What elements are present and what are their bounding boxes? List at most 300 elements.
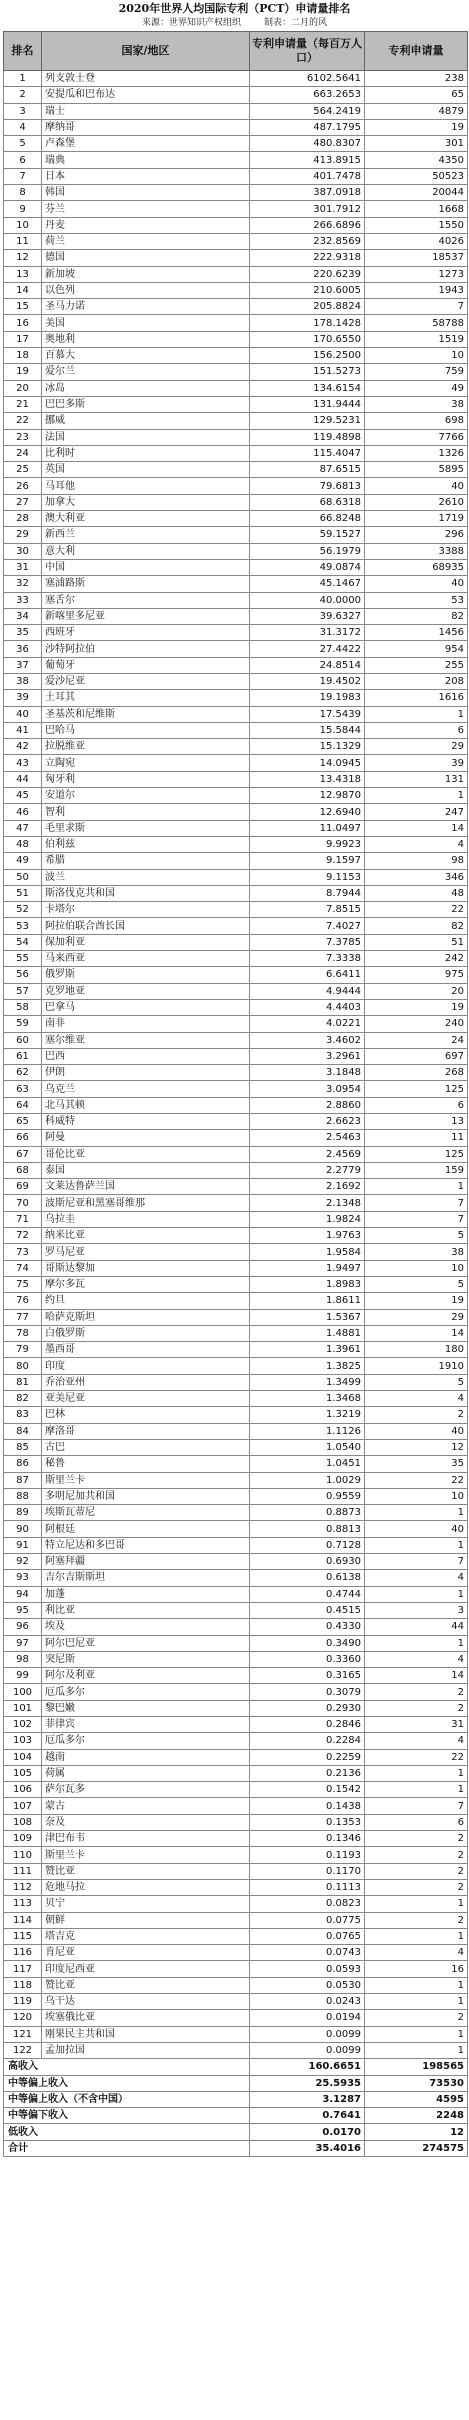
count-cell: 40 bbox=[365, 576, 468, 592]
per-capita-cell: 0.9559 bbox=[250, 1488, 365, 1504]
per-capita-cell: 0.0743 bbox=[250, 1945, 365, 1961]
per-capita-cell: 0.3165 bbox=[250, 1668, 365, 1684]
table-row bbox=[4, 1195, 468, 1211]
per-capita-cell: 131.9444 bbox=[250, 396, 365, 412]
country-cell: 特立尼达和多巴哥 bbox=[42, 1537, 250, 1553]
table-row bbox=[4, 543, 468, 559]
rank-cell: 90 bbox=[4, 1521, 42, 1537]
table-row bbox=[4, 217, 468, 233]
table-row bbox=[4, 429, 468, 445]
per-capita-cell: 413.8915 bbox=[250, 152, 365, 168]
count-cell: 14 bbox=[365, 820, 468, 836]
per-capita-cell: 66.8248 bbox=[250, 511, 365, 527]
count-cell: 4350 bbox=[365, 152, 468, 168]
table-row bbox=[4, 1912, 468, 1928]
count-cell: 1 bbox=[365, 1505, 468, 1521]
per-capita-cell: 1.8611 bbox=[250, 1293, 365, 1309]
rank-cell: 17 bbox=[4, 331, 42, 347]
country-cell: 阿曼 bbox=[42, 1130, 250, 1146]
country-cell: 阿塞拜疆 bbox=[42, 1554, 250, 1570]
per-capita-cell: 387.0918 bbox=[250, 185, 365, 201]
per-capita-cell: 6102.5641 bbox=[250, 71, 365, 87]
count-cell: 40 bbox=[365, 1521, 468, 1537]
rank-cell: 81 bbox=[4, 1374, 42, 1390]
table-row bbox=[4, 331, 468, 347]
per-capita-cell: 0.4330 bbox=[250, 1619, 365, 1635]
rank-cell: 48 bbox=[4, 836, 42, 852]
rank-cell: 57 bbox=[4, 983, 42, 999]
count-cell: 7 bbox=[365, 1554, 468, 1570]
per-capita-cell: 0.2284 bbox=[250, 1733, 365, 1749]
rank-cell: 13 bbox=[4, 266, 42, 282]
table-row bbox=[4, 396, 468, 412]
count-cell: 19 bbox=[365, 999, 468, 1015]
rank-cell: 105 bbox=[4, 1765, 42, 1781]
per-capita-cell: 2.4569 bbox=[250, 1146, 365, 1162]
count-cell: 2 bbox=[365, 1700, 468, 1716]
table-row bbox=[4, 592, 468, 608]
rank-cell: 69 bbox=[4, 1179, 42, 1195]
rank-cell: 46 bbox=[4, 804, 42, 820]
country-cell: 巴巴多斯 bbox=[42, 396, 250, 412]
author-note: 制表：二月的风 bbox=[263, 18, 327, 28]
rank-cell: 67 bbox=[4, 1146, 42, 1162]
count-cell: 53 bbox=[365, 592, 468, 608]
per-capita-cell: 12.9870 bbox=[250, 788, 365, 804]
country-cell: 利比亚 bbox=[42, 1602, 250, 1618]
per-capita-cell: 0.0194 bbox=[250, 2010, 365, 2026]
count-cell: 38 bbox=[365, 396, 468, 412]
count-cell: 4 bbox=[365, 1733, 468, 1749]
table-row bbox=[4, 462, 468, 478]
country-cell: 奥地利 bbox=[42, 331, 250, 347]
country-cell: 印度尼西亚 bbox=[42, 1961, 250, 1977]
country-cell: 哥伦比亚 bbox=[42, 1146, 250, 1162]
per-capita-cell: 14.0945 bbox=[250, 755, 365, 771]
country-cell: 墨西哥 bbox=[42, 1342, 250, 1358]
rank-cell: 61 bbox=[4, 1048, 42, 1064]
rank-cell: 85 bbox=[4, 1439, 42, 1455]
rank-cell: 109 bbox=[4, 1831, 42, 1847]
rank-cell: 26 bbox=[4, 478, 42, 494]
per-capita-cell: 87.6515 bbox=[250, 462, 365, 478]
table-row bbox=[4, 576, 468, 592]
count-cell: 1 bbox=[365, 1977, 468, 1993]
per-capita-cell: 2.1348 bbox=[250, 1195, 365, 1211]
rank-cell: 119 bbox=[4, 1994, 42, 2010]
table-row bbox=[4, 315, 468, 331]
per-capita-cell: 7.3785 bbox=[250, 934, 365, 950]
rank-cell: 55 bbox=[4, 951, 42, 967]
country-cell: 厄瓜多尔 bbox=[42, 1684, 250, 1700]
table-row bbox=[4, 918, 468, 934]
count-cell: 29 bbox=[365, 1309, 468, 1325]
country-cell: 新喀里多尼亚 bbox=[42, 608, 250, 624]
count-cell: 1273 bbox=[365, 266, 468, 282]
per-capita-cell: 115.4047 bbox=[250, 445, 365, 461]
table-row bbox=[4, 1114, 468, 1130]
table-row bbox=[4, 1048, 468, 1064]
count-cell: 242 bbox=[365, 951, 468, 967]
table-row bbox=[4, 1309, 468, 1325]
per-capita-cell: 170.6550 bbox=[250, 331, 365, 347]
table-row bbox=[4, 1521, 468, 1537]
count-cell: 1 bbox=[365, 1994, 468, 2010]
rank-cell: 18 bbox=[4, 348, 42, 364]
country-cell: 沙特阿拉伯 bbox=[42, 641, 250, 657]
count-cell: 2 bbox=[365, 1879, 468, 1895]
rank-cell: 79 bbox=[4, 1342, 42, 1358]
rank-cell: 41 bbox=[4, 722, 42, 738]
country-cell: 荷属 bbox=[42, 1765, 250, 1781]
header-rank: 排名 bbox=[4, 32, 42, 71]
per-capita-cell: 1.1126 bbox=[250, 1423, 365, 1439]
count-cell: 22 bbox=[365, 902, 468, 918]
count-cell: 296 bbox=[365, 527, 468, 543]
count-cell: 19 bbox=[365, 119, 468, 135]
country-cell: 加蓬 bbox=[42, 1586, 250, 1602]
country-cell: 以色列 bbox=[42, 282, 250, 298]
rank-cell: 72 bbox=[4, 1228, 42, 1244]
count-cell: 1 bbox=[365, 1782, 468, 1798]
table-row bbox=[4, 1896, 468, 1912]
per-capita-cell: 0.0243 bbox=[250, 1994, 365, 2010]
table-row bbox=[4, 608, 468, 624]
count-cell: 10 bbox=[365, 348, 468, 364]
country-cell: 约旦 bbox=[42, 1293, 250, 1309]
table-row bbox=[4, 1994, 468, 2010]
country-cell: 巴拿马 bbox=[42, 999, 250, 1015]
table-row bbox=[4, 1700, 468, 1716]
table-row bbox=[4, 1749, 468, 1765]
table-row bbox=[4, 1211, 468, 1227]
per-capita-cell: 9.1597 bbox=[250, 853, 365, 869]
count-cell: 2 bbox=[365, 1863, 468, 1879]
table-row bbox=[4, 1961, 468, 1977]
country-cell: 列支敦士登 bbox=[42, 71, 250, 87]
table-row bbox=[4, 1407, 468, 1423]
country-cell: 亚美尼亚 bbox=[42, 1391, 250, 1407]
rank-cell: 86 bbox=[4, 1456, 42, 1472]
rank-cell: 95 bbox=[4, 1602, 42, 1618]
per-capita-cell: 2.2779 bbox=[250, 1162, 365, 1178]
summary-label: 低收入 bbox=[4, 2124, 250, 2140]
per-capita-cell: 9.1153 bbox=[250, 869, 365, 885]
count-cell: 38 bbox=[365, 1244, 468, 1260]
per-capita-cell: 1.3961 bbox=[250, 1342, 365, 1358]
table-row bbox=[4, 1977, 468, 1993]
per-capita-cell: 0.4515 bbox=[250, 1602, 365, 1618]
country-cell: 波斯尼亚和黑塞哥维那 bbox=[42, 1195, 250, 1211]
count-cell: 2 bbox=[365, 1847, 468, 1863]
country-cell: 突尼斯 bbox=[42, 1651, 250, 1667]
count-cell: 1 bbox=[365, 1635, 468, 1651]
count-cell: 159 bbox=[365, 1162, 468, 1178]
table-row bbox=[4, 755, 468, 771]
country-cell: 匈牙利 bbox=[42, 771, 250, 787]
per-capita-cell: 1.4881 bbox=[250, 1325, 365, 1341]
table-row bbox=[4, 1798, 468, 1814]
per-capita-cell: 2.8860 bbox=[250, 1097, 365, 1113]
per-capita-cell: 17.5439 bbox=[250, 706, 365, 722]
count-cell: 1456 bbox=[365, 625, 468, 641]
country-cell: 西班牙 bbox=[42, 625, 250, 641]
count-cell: 4879 bbox=[365, 103, 468, 119]
count-cell: 240 bbox=[365, 1016, 468, 1032]
per-capita-cell: 19.4502 bbox=[250, 673, 365, 689]
per-capita-cell: 0.2846 bbox=[250, 1716, 365, 1732]
country-cell: 津巴布韦 bbox=[42, 1831, 250, 1847]
country-cell: 乌拉圭 bbox=[42, 1211, 250, 1227]
per-capita-cell: 56.1979 bbox=[250, 543, 365, 559]
country-cell: 越南 bbox=[42, 1749, 250, 1765]
table-row bbox=[4, 1928, 468, 1944]
count-cell: 3388 bbox=[365, 543, 468, 559]
per-capita-cell: 205.8824 bbox=[250, 299, 365, 315]
per-capita-cell: 27.4422 bbox=[250, 641, 365, 657]
table-row bbox=[4, 739, 468, 755]
rank-cell: 76 bbox=[4, 1293, 42, 1309]
per-capita-cell: 4.9444 bbox=[250, 983, 365, 999]
count-cell: 7 bbox=[365, 1798, 468, 1814]
rank-cell: 80 bbox=[4, 1358, 42, 1374]
count-cell: 698 bbox=[365, 413, 468, 429]
country-cell: 肯尼亚 bbox=[42, 1945, 250, 1961]
summary-count: 198565 bbox=[365, 2059, 468, 2075]
table-header bbox=[4, 32, 468, 71]
table-row bbox=[4, 771, 468, 787]
table-row bbox=[4, 1293, 468, 1309]
table-row bbox=[4, 820, 468, 836]
country-cell: 危地马拉 bbox=[42, 1879, 250, 1895]
count-cell: 12 bbox=[365, 1439, 468, 1455]
country-cell: 埃斯瓦蒂尼 bbox=[42, 1505, 250, 1521]
per-capita-cell: 40.0000 bbox=[250, 592, 365, 608]
count-cell: 5895 bbox=[365, 462, 468, 478]
rank-cell: 62 bbox=[4, 1065, 42, 1081]
per-capita-cell: 0.2136 bbox=[250, 1765, 365, 1781]
country-cell: 圣基茨和尼维斯 bbox=[42, 706, 250, 722]
table-row bbox=[4, 1081, 468, 1097]
count-cell: 22 bbox=[365, 1749, 468, 1765]
per-capita-cell: 134.6154 bbox=[250, 380, 365, 396]
rank-cell: 98 bbox=[4, 1651, 42, 1667]
count-cell: 2 bbox=[365, 1407, 468, 1423]
table-row bbox=[4, 1716, 468, 1732]
per-capita-cell: 0.1542 bbox=[250, 1782, 365, 1798]
rank-cell: 28 bbox=[4, 511, 42, 527]
table-row bbox=[4, 1831, 468, 1847]
per-capita-cell: 31.3172 bbox=[250, 625, 365, 641]
table-row bbox=[4, 1879, 468, 1895]
table-row bbox=[4, 1179, 468, 1195]
per-capita-cell: 0.3360 bbox=[250, 1651, 365, 1667]
table-row bbox=[4, 788, 468, 804]
rank-cell: 40 bbox=[4, 706, 42, 722]
count-cell: 18537 bbox=[365, 250, 468, 266]
per-capita-cell: 3.1848 bbox=[250, 1065, 365, 1081]
rank-cell: 20 bbox=[4, 380, 42, 396]
per-capita-cell: 4.0221 bbox=[250, 1016, 365, 1032]
country-cell: 阿尔及利亚 bbox=[42, 1668, 250, 1684]
rank-cell: 30 bbox=[4, 543, 42, 559]
per-capita-cell: 266.6896 bbox=[250, 217, 365, 233]
rank-cell: 37 bbox=[4, 657, 42, 673]
count-cell: 1719 bbox=[365, 511, 468, 527]
rank-cell: 111 bbox=[4, 1863, 42, 1879]
summary-row bbox=[4, 2091, 468, 2107]
per-capita-cell: 0.0099 bbox=[250, 2026, 365, 2042]
table-row bbox=[4, 1260, 468, 1276]
table-row bbox=[4, 380, 468, 396]
count-cell: 51 bbox=[365, 934, 468, 950]
country-cell: 印度 bbox=[42, 1358, 250, 1374]
country-cell: 希腊 bbox=[42, 853, 250, 869]
per-capita-cell: 0.1353 bbox=[250, 1814, 365, 1830]
count-cell: 11 bbox=[365, 1130, 468, 1146]
summary-count: 2248 bbox=[365, 2108, 468, 2124]
count-cell: 1 bbox=[365, 1179, 468, 1195]
rank-cell: 100 bbox=[4, 1684, 42, 1700]
per-capita-cell: 0.7128 bbox=[250, 1537, 365, 1553]
country-cell: 蒙古 bbox=[42, 1798, 250, 1814]
count-cell: 20 bbox=[365, 983, 468, 999]
rank-cell: 93 bbox=[4, 1570, 42, 1586]
summary-per-capita: 25.5935 bbox=[250, 2075, 365, 2091]
per-capita-cell: 7.3338 bbox=[250, 951, 365, 967]
table-row bbox=[4, 1276, 468, 1292]
country-cell: 新加坡 bbox=[42, 266, 250, 282]
per-capita-cell: 232.8569 bbox=[250, 233, 365, 249]
country-cell: 贝宁 bbox=[42, 1896, 250, 1912]
country-cell: 波兰 bbox=[42, 869, 250, 885]
per-capita-cell: 2.5463 bbox=[250, 1130, 365, 1146]
count-cell: 301 bbox=[365, 136, 468, 152]
per-capita-cell: 0.0775 bbox=[250, 1912, 365, 1928]
summary-label: 中等偏上收入 bbox=[4, 2075, 250, 2091]
rank-cell: 87 bbox=[4, 1472, 42, 1488]
table-row bbox=[4, 2026, 468, 2042]
table-row bbox=[4, 1570, 468, 1586]
rank-cell: 49 bbox=[4, 853, 42, 869]
country-cell: 挪威 bbox=[42, 413, 250, 429]
count-cell: 98 bbox=[365, 853, 468, 869]
rank-cell: 6 bbox=[4, 152, 42, 168]
per-capita-cell: 210.6005 bbox=[250, 282, 365, 298]
per-capita-cell: 3.2961 bbox=[250, 1048, 365, 1064]
country-cell: 毛里求斯 bbox=[42, 820, 250, 836]
per-capita-cell: 222.9318 bbox=[250, 250, 365, 266]
count-cell: 3 bbox=[365, 1602, 468, 1618]
country-cell: 百慕大 bbox=[42, 348, 250, 364]
count-cell: 48 bbox=[365, 885, 468, 901]
count-cell: 4 bbox=[365, 1570, 468, 1586]
country-cell: 新西兰 bbox=[42, 527, 250, 543]
country-cell: 保加利亚 bbox=[42, 934, 250, 950]
per-capita-cell: 0.0593 bbox=[250, 1961, 365, 1977]
rank-cell: 114 bbox=[4, 1912, 42, 1928]
per-capita-cell: 2.6623 bbox=[250, 1114, 365, 1130]
country-cell: 卡塔尔 bbox=[42, 902, 250, 918]
count-cell: 40 bbox=[365, 478, 468, 494]
table-row bbox=[4, 983, 468, 999]
count-cell: 14 bbox=[365, 1325, 468, 1341]
summary-label: 合计 bbox=[4, 2140, 250, 2156]
country-cell: 斯里兰卡 bbox=[42, 1847, 250, 1863]
summary-per-capita: 0.7641 bbox=[250, 2108, 365, 2124]
country-cell: 加拿大 bbox=[42, 494, 250, 510]
table-row bbox=[4, 1602, 468, 1618]
table-row bbox=[4, 885, 468, 901]
rank-cell: 7 bbox=[4, 168, 42, 184]
per-capita-cell: 0.2259 bbox=[250, 1749, 365, 1765]
count-cell: 35 bbox=[365, 1456, 468, 1472]
rank-cell: 74 bbox=[4, 1260, 42, 1276]
count-cell: 24 bbox=[365, 1032, 468, 1048]
rank-cell: 84 bbox=[4, 1423, 42, 1439]
rank-cell: 11 bbox=[4, 233, 42, 249]
rank-cell: 65 bbox=[4, 1114, 42, 1130]
per-capita-cell: 3.4602 bbox=[250, 1032, 365, 1048]
table-row bbox=[4, 1065, 468, 1081]
rank-cell: 51 bbox=[4, 885, 42, 901]
country-cell: 意大利 bbox=[42, 543, 250, 559]
rank-cell: 117 bbox=[4, 1961, 42, 1977]
table-row bbox=[4, 1945, 468, 1961]
rank-cell: 82 bbox=[4, 1391, 42, 1407]
table-row bbox=[4, 1619, 468, 1635]
table-row bbox=[4, 1130, 468, 1146]
country-cell: 古巴 bbox=[42, 1439, 250, 1455]
country-cell: 安道尔 bbox=[42, 788, 250, 804]
summary-per-capita: 3.1287 bbox=[250, 2091, 365, 2107]
per-capita-cell: 0.2930 bbox=[250, 1700, 365, 1716]
country-cell: 丹麦 bbox=[42, 217, 250, 233]
per-capita-cell: 0.6930 bbox=[250, 1554, 365, 1570]
country-cell: 科威特 bbox=[42, 1114, 250, 1130]
table-row bbox=[4, 641, 468, 657]
count-cell: 697 bbox=[365, 1048, 468, 1064]
country-cell: 朝鲜 bbox=[42, 1912, 250, 1928]
per-capita-cell: 151.5273 bbox=[250, 364, 365, 380]
count-cell: 1943 bbox=[365, 282, 468, 298]
table-row bbox=[4, 445, 468, 461]
rank-cell: 23 bbox=[4, 429, 42, 445]
country-cell: 瑞士 bbox=[42, 103, 250, 119]
table-row bbox=[4, 1635, 468, 1651]
table-row bbox=[4, 168, 468, 184]
per-capita-cell: 0.0099 bbox=[250, 2042, 365, 2058]
per-capita-cell: 663.2653 bbox=[250, 87, 365, 103]
table-row bbox=[4, 266, 468, 282]
count-cell: 975 bbox=[365, 967, 468, 983]
country-cell: 塔吉克 bbox=[42, 1928, 250, 1944]
per-capita-cell: 1.3499 bbox=[250, 1374, 365, 1390]
country-cell: 俄罗斯 bbox=[42, 967, 250, 983]
per-capita-cell: 0.1438 bbox=[250, 1798, 365, 1814]
table-row bbox=[4, 673, 468, 689]
page-title: 2020年世界人均国际专利（PCT）申请量排名 bbox=[118, 2, 351, 15]
table-row bbox=[4, 185, 468, 201]
rank-cell: 107 bbox=[4, 1798, 42, 1814]
rank-cell: 10 bbox=[4, 217, 42, 233]
rank-cell: 54 bbox=[4, 934, 42, 950]
table-row bbox=[4, 103, 468, 119]
summary-per-capita: 160.6651 bbox=[250, 2059, 365, 2075]
per-capita-cell: 0.8813 bbox=[250, 1521, 365, 1537]
country-cell: 澳大利亚 bbox=[42, 511, 250, 527]
rank-cell: 78 bbox=[4, 1325, 42, 1341]
